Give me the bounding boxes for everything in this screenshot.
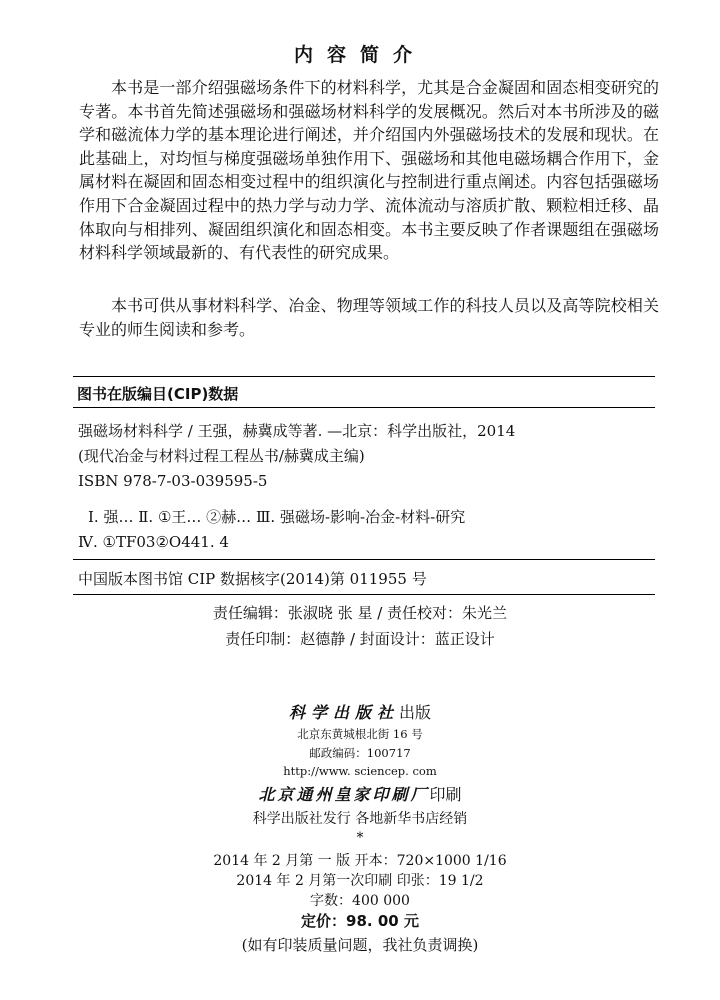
separator-asterisk: *	[356, 830, 364, 846]
intro-paragraph-1: 本书是一部介绍强磁场条件下的材料科学，尤其是合金凝固和固态相变研究的专著。本书首先简述强磁场和强磁场材料科学的发展概况。然后对本书所涉及的磁学和磁流体力学的基本理论进行阐述，并介绍国内外强磁场技术的发展和现状。在此基础上，对均恒与梯度强磁场单独作用下、强磁场和其他电磁场耦合作用下，金属材料在凝固和固态相变过程中的组织演化与控制进行重点阐述。内容包括强磁场作用下合金凝固过程中的热力学与动力学、流体流动与溶质扩散、颗粒相迁移、晶体取向与相排列、凝固组织演化和固态相变。本书主要反映了作者课题组在强磁场材料科学领域最新的、有代表性的研究成果。	[79, 78, 659, 263]
credits-editors: 责任编辑：张淑晓 张 星 / 责任校对：朱光兰	[212, 604, 508, 622]
cip-bottom-rule	[73, 594, 655, 595]
page-title: 内容简介	[293, 44, 426, 66]
publisher-suffix: 出版	[399, 703, 432, 722]
price: 定价：98. 00 元	[301, 912, 419, 930]
cip-title-line: 强磁场材料科学 / 王强，赫冀成等著. —北京：科学出版社，2014	[78, 422, 516, 440]
distribution-line: 科学出版社发行 各地新华书店经销	[252, 811, 468, 827]
publisher-address: 北京东黄城根北街 16 号	[297, 727, 423, 741]
credits-production: 责任印制：赵德静 / 封面设计：蓝正设计	[225, 630, 495, 648]
printer-line	[0, 782, 720, 805]
publisher-name: 科学出版社	[288, 703, 399, 722]
printer-name: 北京通州皇家印刷厂	[258, 785, 430, 804]
publisher-line	[0, 700, 720, 723]
cip-classification-line: Ⅰ. 强… Ⅱ. ①王… ②赫… Ⅲ. 强磁场-影响-冶金-材料-研究	[88, 508, 466, 526]
edition-line: 2014 年 2 月第 一 版 开本：720×1000 1/16	[213, 853, 507, 869]
cip-middle-rule	[73, 559, 655, 560]
quality-notice: (如有印装质量问题，我社负责调换)	[241, 936, 479, 954]
cip-classification-codes: Ⅳ. ①TF03②O441. 4	[78, 533, 229, 551]
printing-line: 2014 年 2 月第一次印刷 印张：19 1/2	[236, 873, 484, 889]
publisher-postcode: 邮政编码：100717	[309, 746, 411, 760]
cip-top-rule	[73, 376, 655, 377]
printer-suffix: 印刷	[429, 785, 462, 804]
publisher-website: http://www. sciencep. com	[283, 764, 437, 778]
intro-paragraph-2: 本书可供从事材料科学、冶金、物理等领域工作的科技人员以及高等院校相关专业的师生阅读和参考。	[79, 296, 659, 339]
cip-series-line: (现代冶金与材料过程工程丛书/赫冀成主编)	[78, 447, 365, 465]
cip-isbn: ISBN 978-7-03-039595-5	[78, 472, 268, 490]
cip-heading: 图书在版编目(CIP)数据	[77, 385, 239, 403]
word-count: 字数：400 000	[310, 893, 410, 909]
cip-record-number: 中国版本图书馆 CIP 数据核字(2014)第 011955 号	[78, 570, 427, 588]
cip-heading-rule	[73, 407, 655, 408]
